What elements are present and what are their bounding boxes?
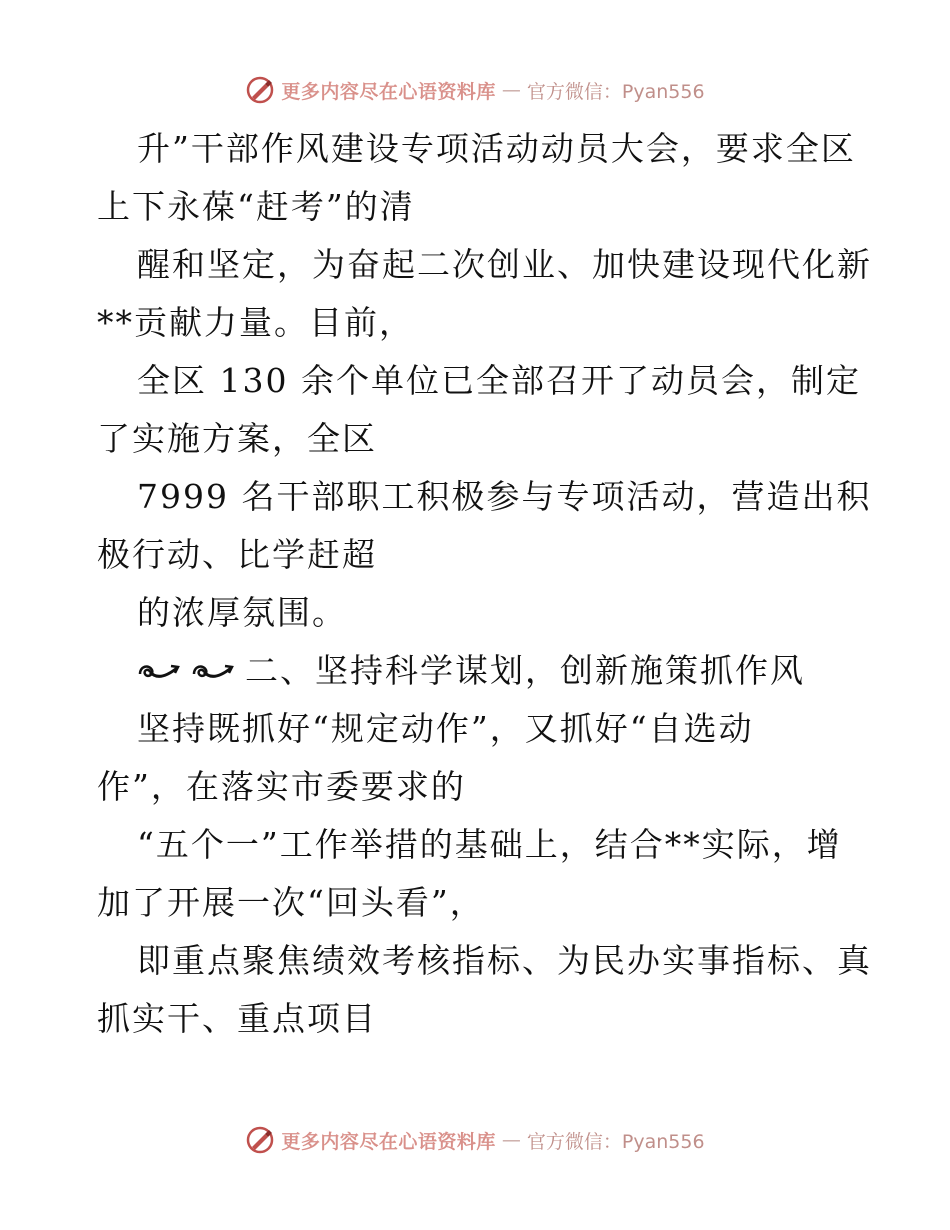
watermark-contact: 官方微信：Pyan556	[526, 80, 705, 103]
footer-watermark	[0, 1120, 950, 1160]
section-heading	[97, 642, 857, 700]
watermark-text: 更多内容尽在心语资料库	[281, 1130, 496, 1153]
text-line: 即重点聚焦绩效考核指标、为民办实事指标、真	[137, 941, 872, 980]
watermark-contact: 官方微信：Pyan556	[526, 1130, 705, 1153]
text-line: 全区 130 余个单位已全部召开了动员会，制定	[137, 361, 861, 400]
pen-logo-icon	[245, 75, 275, 105]
text-line: 极行动、比学赶超	[97, 535, 377, 574]
text-line: 醒和坚定，为奋起二次创业、加快建设现代化新	[137, 245, 872, 284]
watermark-dash: —	[501, 1129, 521, 1151]
text-line: “五个一”工作举措的基础上，结合**实际，增	[137, 825, 842, 864]
text-line: 坚持既抓好“规定动作”，又抓好“自选动	[137, 709, 754, 748]
text-line: 7999 名干部职工积极参与专项活动，营造出积	[137, 477, 872, 516]
text-line: 抓实干、重点项目	[97, 999, 377, 1038]
text-line: 了实施方案，全区	[97, 419, 377, 458]
text-line: 的浓厚氛围。	[137, 593, 347, 632]
text-line: 加了开展一次“回头看”，	[97, 883, 485, 922]
text-line: 作”，在落实市委要求的	[97, 767, 466, 806]
text-line: **贡献力量。目前，	[97, 303, 414, 342]
document-body	[97, 120, 872, 1048]
watermark-dash: —	[501, 79, 521, 101]
section-heading-text: 二、坚持科学谋划，创新施策抓作风	[245, 651, 805, 690]
header-watermark	[0, 70, 950, 110]
pen-logo-icon	[245, 1125, 275, 1155]
ornament-swirl-icon	[191, 656, 235, 686]
watermark-text: 更多内容尽在心语资料库	[281, 80, 496, 103]
ornament-swirl-icon	[137, 656, 181, 686]
text-line: 上下永葆“赶考”的清	[97, 187, 415, 226]
text-line: 升”干部作风建设专项活动动员大会，要求全区	[137, 129, 856, 168]
